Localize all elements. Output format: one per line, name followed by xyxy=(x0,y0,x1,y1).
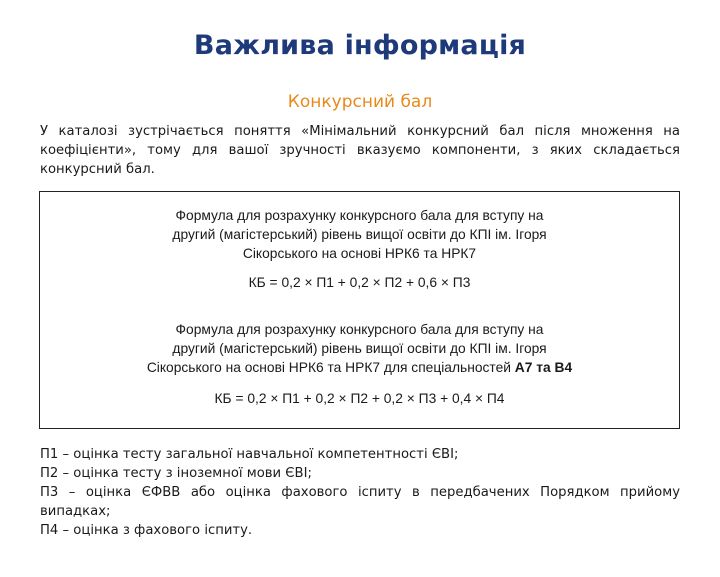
intro-paragraph: У каталозі зустрічається поняття «Мінімальний конкурсний бал після множення на коефіцієнти», тому для вашої зручності вказуємо компоненти, з яких складається конкурсний бал. xyxy=(40,124,680,177)
formula-heading-line: Формула для розрахунку конкурсного бала для вступу на xyxy=(175,208,544,223)
specialty-codes: А7 та В4 xyxy=(514,360,573,375)
legend-item: П4 – оцінка з фахового іспиту. xyxy=(40,523,253,538)
legend-item: П3 – оцінка ЄФВВ або оцінка фахового іспиту в передбачених Порядком прийому випадках; xyxy=(40,485,680,519)
formula-heading-line: другий (магістерський) рівень вищої освіти до КПІ ім. Ігоря xyxy=(172,341,547,356)
formula-heading xyxy=(40,320,679,377)
legend-list xyxy=(40,445,680,540)
formula-box xyxy=(39,191,680,429)
formula-expression: КБ = 0,2 × П1 + 0,2 × П2 + 0,6 × П3 xyxy=(248,275,471,290)
formula-heading-line: Формула для розрахунку конкурсного бала для вступу на xyxy=(175,322,544,337)
formula-expression: КБ = 0,2 × П1 + 0,2 × П2 + 0,2 × П3 + 0,4 × П4 xyxy=(214,391,505,406)
formula-heading-line: Сікорського на основі НРК6 та НРК7 xyxy=(242,246,477,261)
formula-heading xyxy=(40,206,679,263)
page-title: Важлива інформація xyxy=(193,30,527,61)
formula-heading-text: Сікорського на основі НРК6 та НРК7 для спеціальностей xyxy=(146,360,515,375)
formula-heading-line xyxy=(40,358,679,377)
formula-heading-line: другий (магістерський) рівень вищої освіти до КПІ ім. Ігоря xyxy=(172,227,547,242)
legend-item: П2 – оцінка тесту з іноземної мови ЄВІ; xyxy=(40,466,312,481)
section-title: Конкурсний бал xyxy=(287,92,433,112)
legend-item: П1 – оцінка тесту загальної навчальної компетентності ЄВІ; xyxy=(40,447,459,462)
